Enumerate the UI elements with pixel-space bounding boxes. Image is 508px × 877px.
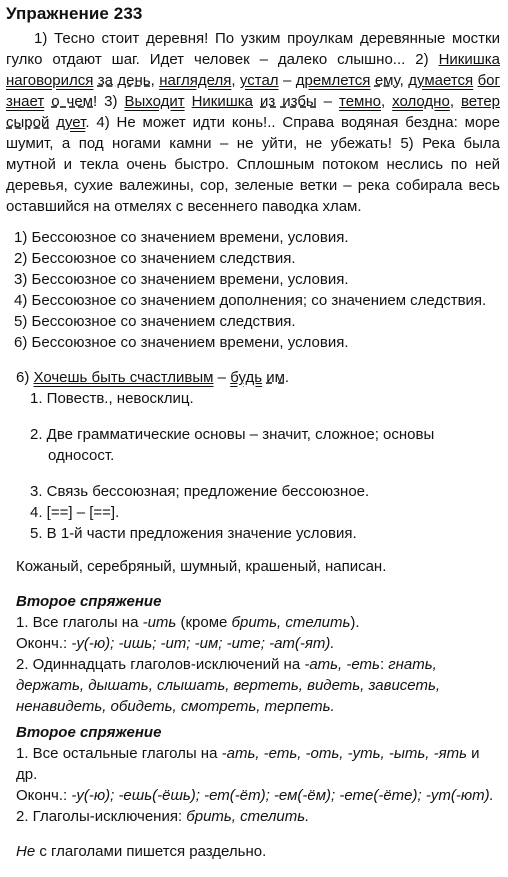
rule-text: ). [350, 614, 360, 631]
exception-verbs: брить, стелить. [186, 808, 310, 825]
punct: – [213, 369, 231, 386]
exercise-title: Упражнение 233 [6, 4, 143, 23]
predicate: темно [339, 93, 381, 110]
exercise-page [6, 4, 500, 877]
adverbial: за день [97, 72, 151, 89]
object: о чем [51, 93, 93, 110]
predicate: будь [230, 369, 263, 386]
analysis-item: 1. Повеств., невосклиц. [30, 390, 194, 407]
analysis-item: 4. [==] – [==]. [30, 504, 120, 521]
predicate: Выходит [124, 93, 185, 110]
predicate: Хочешь быть счастливым [33, 369, 214, 386]
rule-text: : [379, 656, 389, 673]
ending: -ать, -еть [304, 656, 380, 673]
conj1-heading: Второе спряжение [16, 724, 162, 741]
predicate: дремлется [295, 72, 371, 89]
punct: . [284, 369, 290, 386]
predicate: дует [56, 114, 86, 131]
predicate: устал [239, 72, 279, 89]
predicate: думается [408, 72, 474, 89]
endings: -у(-ю); -ишь; -ит; -им; -ите; -ат(-ят). [71, 635, 335, 652]
predicate: холодно [392, 93, 450, 110]
text-part: . 4) Не может идти конь!.. Справа водяная бездна: море шумит, а под ногами камни – не уйти, не убежать! 5) Река была мутной и текла очень быстро. Сплошным потоком неслись по ней деревья, сухие валежины, сор, зеленые ветки – река собирала весь оставшийся на отмелях с весеннего паводка хлам. [6, 114, 500, 215]
list-item: 4) Бессоюзное со значением дополнения; со значением следствия. [14, 292, 487, 309]
punct: , [381, 93, 393, 110]
rule-text: 2. Одиннадцать глаголов-исключений на [16, 656, 305, 673]
object: им [266, 369, 285, 386]
subject: Никишка [438, 51, 500, 68]
punct: , [231, 72, 240, 89]
ending: -ать, -еть, -оть, -уть, -ыть, -ять [221, 745, 467, 762]
sentence-analysis [6, 367, 500, 544]
list-item: 2) Бессоюзное со значением следствия. [14, 250, 296, 267]
list-item: 1) Бессоюзное со значением времени, условия. [14, 229, 349, 246]
list-item: 5) Бессоюзное со значением следствия. [14, 313, 296, 330]
sentence-number: 6) [16, 369, 34, 386]
object: ему [374, 72, 400, 89]
rule-text: с глаголами пишется раздельно. [35, 843, 267, 860]
conj2-endings [16, 633, 500, 654]
punct: , [150, 72, 160, 89]
punct: – [278, 72, 296, 89]
punct: , [399, 72, 409, 89]
rule-text: 2. Глаголы-исключения: [16, 808, 187, 825]
rule-text: 1. Все глаголы на [16, 614, 143, 631]
conj1-rule2 [16, 806, 500, 827]
punct: ! 3) [93, 93, 125, 110]
subject: бог [477, 72, 500, 89]
predicate: наговорился [6, 72, 94, 89]
subject: ветер [460, 93, 500, 110]
list-item: 6) Бессоюзное со значением времени, условия. [14, 334, 349, 351]
exception-verbs: брить, стелить [231, 614, 351, 631]
ending: -ить [142, 614, 177, 631]
attribute: сырой [6, 114, 50, 131]
conj2-heading: Второе спряжение [16, 593, 162, 610]
analysis-item: 3. Связь бессоюзная; предложение бессоюзное. [30, 483, 370, 500]
answer-list [14, 227, 500, 353]
conj1-endings [16, 785, 500, 806]
predicate: знает [6, 93, 45, 110]
rule-text: и др. [16, 745, 480, 783]
particle: Не [16, 843, 36, 860]
conj2-rule2 [16, 654, 500, 717]
rule-text: (кроме [176, 614, 232, 631]
conj2-rule1 [16, 612, 500, 633]
rule-text: Оконч.: [16, 635, 72, 652]
punct: – [316, 93, 340, 110]
final-rule [16, 841, 500, 862]
rule-text: Оконч.: [16, 787, 72, 804]
adverbial: из избы [260, 93, 317, 110]
exception-verbs: гнать, держать, дышать, слышать, вертеть, видеть, зависеть, ненавидеть, обидеть, смотреть, терпеть. [16, 656, 441, 715]
exercise-text [6, 28, 500, 217]
predicate: нагляделя [159, 72, 232, 89]
rule-text: 1. Все остальные глаголы на [16, 745, 222, 762]
list-item: 3) Бессоюзное со значением времени, условия. [14, 271, 349, 288]
words-line: Кожаный, серебряный, шумный, крашеный, написан. [16, 558, 387, 575]
text-part: 1) Тесно стоит деревня! По узким проулкам деревянные мостки гулко отдают шаг. Идет человек – далеко слышно... 2) [6, 30, 500, 68]
endings: -у(-ю); -ешь(-ёшь); -ет(-ёт); -ем(-ём); -ете(-ёте); -ут(-ют). [71, 787, 494, 804]
punct: , [449, 93, 461, 110]
subject: Никишка [191, 93, 254, 110]
analysis-item: 2. Две грамматические основы – значит, сложное; основы односост. [30, 426, 435, 464]
conj1-rule1 [16, 743, 500, 785]
analysis-sentence [16, 367, 500, 388]
analysis-item: 5. В 1-й части предложения значение условия. [30, 525, 357, 542]
